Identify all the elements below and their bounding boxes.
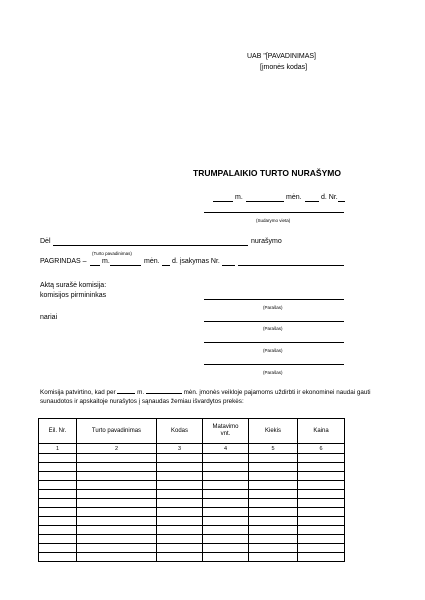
chair-signature-caption: (Parašas) — [263, 305, 283, 310]
document-title: TRUMPALAIKIO TURTO NURAŠYMO — [193, 168, 341, 178]
del-label: Dėl — [40, 238, 51, 245]
place-caption: (Sudarymo vieta) — [256, 218, 291, 223]
paragraph-line-2: sunaudotos ir apskaitoje nurašytos į sąnaudas žemiau išvardytos prekės: — [40, 398, 244, 405]
year-blank — [213, 201, 233, 202]
table-header-row — [39, 419, 345, 444]
col-number-2: 2 — [77, 444, 157, 454]
pagrindas-year-blank — [90, 265, 100, 266]
table-row — [39, 508, 345, 517]
paragraph-end: mėn. įmonės veikloje pajamoms uždirbti ir ekonominei naudai gauti — [183, 389, 371, 396]
date-m-label: m. — [235, 194, 243, 201]
order-number-blank — [222, 265, 235, 266]
date-men-label: mėn. — [286, 194, 302, 201]
paragraph-m: m. — [137, 389, 145, 396]
header-kodas: Kodas — [157, 419, 203, 444]
pagrindas-m: m. — [102, 258, 110, 265]
date-dnr-label: d. Nr. — [321, 194, 338, 201]
table-row — [39, 454, 345, 463]
month-blank — [246, 201, 284, 202]
header-kiekis: Kiekis — [249, 419, 298, 444]
commission-chair-label: komisijos pirmininkas — [40, 292, 107, 299]
member2-signature-line — [204, 342, 344, 343]
member1-signature-caption: (Parašas) — [263, 326, 283, 331]
member3-signature-caption: (Parašas) — [263, 370, 283, 375]
pagrindas-men: mėn. — [144, 258, 160, 265]
company-code: [įmonės kodas] — [260, 64, 308, 71]
table-row — [39, 553, 345, 562]
col-number-3: 3 — [157, 444, 203, 454]
paragraph-month-blank — [146, 393, 182, 394]
header-kaina: Kaina — [298, 419, 345, 444]
col-number-6: 6 — [298, 444, 345, 454]
pagrindas-month-blank — [110, 265, 141, 266]
paragraph-line-1 — [40, 389, 371, 396]
member1-signature-line — [204, 321, 344, 322]
col-number-5: 5 — [249, 444, 298, 454]
member2-signature-caption: (Parašas) — [263, 348, 283, 353]
table-row — [39, 463, 345, 472]
company-name: UAB "[PAVADINIMAS] — [247, 53, 316, 60]
commission-members-label: nariai — [40, 314, 58, 321]
pagrindas-label: PAGRINDAS – — [40, 258, 87, 265]
commission-intro: Aktą surašė komisija: — [40, 282, 107, 289]
col-number-1: 1 — [39, 444, 77, 454]
number-blank — [338, 201, 345, 202]
table-row — [39, 472, 345, 481]
table-row — [39, 544, 345, 553]
header-matavimo-text: Matavimo vnt. — [212, 424, 239, 437]
table-row — [39, 517, 345, 526]
day-blank — [305, 201, 319, 202]
table-row — [39, 499, 345, 508]
header-eil-nr: Eil. Nr. — [39, 419, 77, 444]
paragraph-start: Komisija patvirtino, kad per — [40, 389, 116, 396]
del-suffix: nurašymo — [251, 238, 282, 245]
paragraph-year-blank — [117, 393, 135, 394]
table-number-row — [39, 444, 345, 454]
table-row — [39, 526, 345, 535]
order-title-line — [238, 265, 344, 266]
member3-signature-line — [204, 364, 344, 365]
pagrindas-d: d. įsakymas Nr. — [172, 258, 220, 265]
header-matavimo-vnt — [203, 419, 249, 444]
table-row — [39, 490, 345, 499]
table-row — [39, 481, 345, 490]
place-line — [204, 212, 344, 213]
table-row — [39, 535, 345, 544]
header-turto-pavadinimas: Turto pavadinimas — [77, 419, 157, 444]
items-table — [38, 418, 345, 562]
col-number-4: 4 — [203, 444, 249, 454]
chair-signature-line — [204, 299, 344, 300]
pagrindas-day-blank — [162, 265, 170, 266]
asset-name-caption: (Turto pavadinimas) — [92, 251, 132, 256]
asset-name-line — [53, 245, 248, 246]
